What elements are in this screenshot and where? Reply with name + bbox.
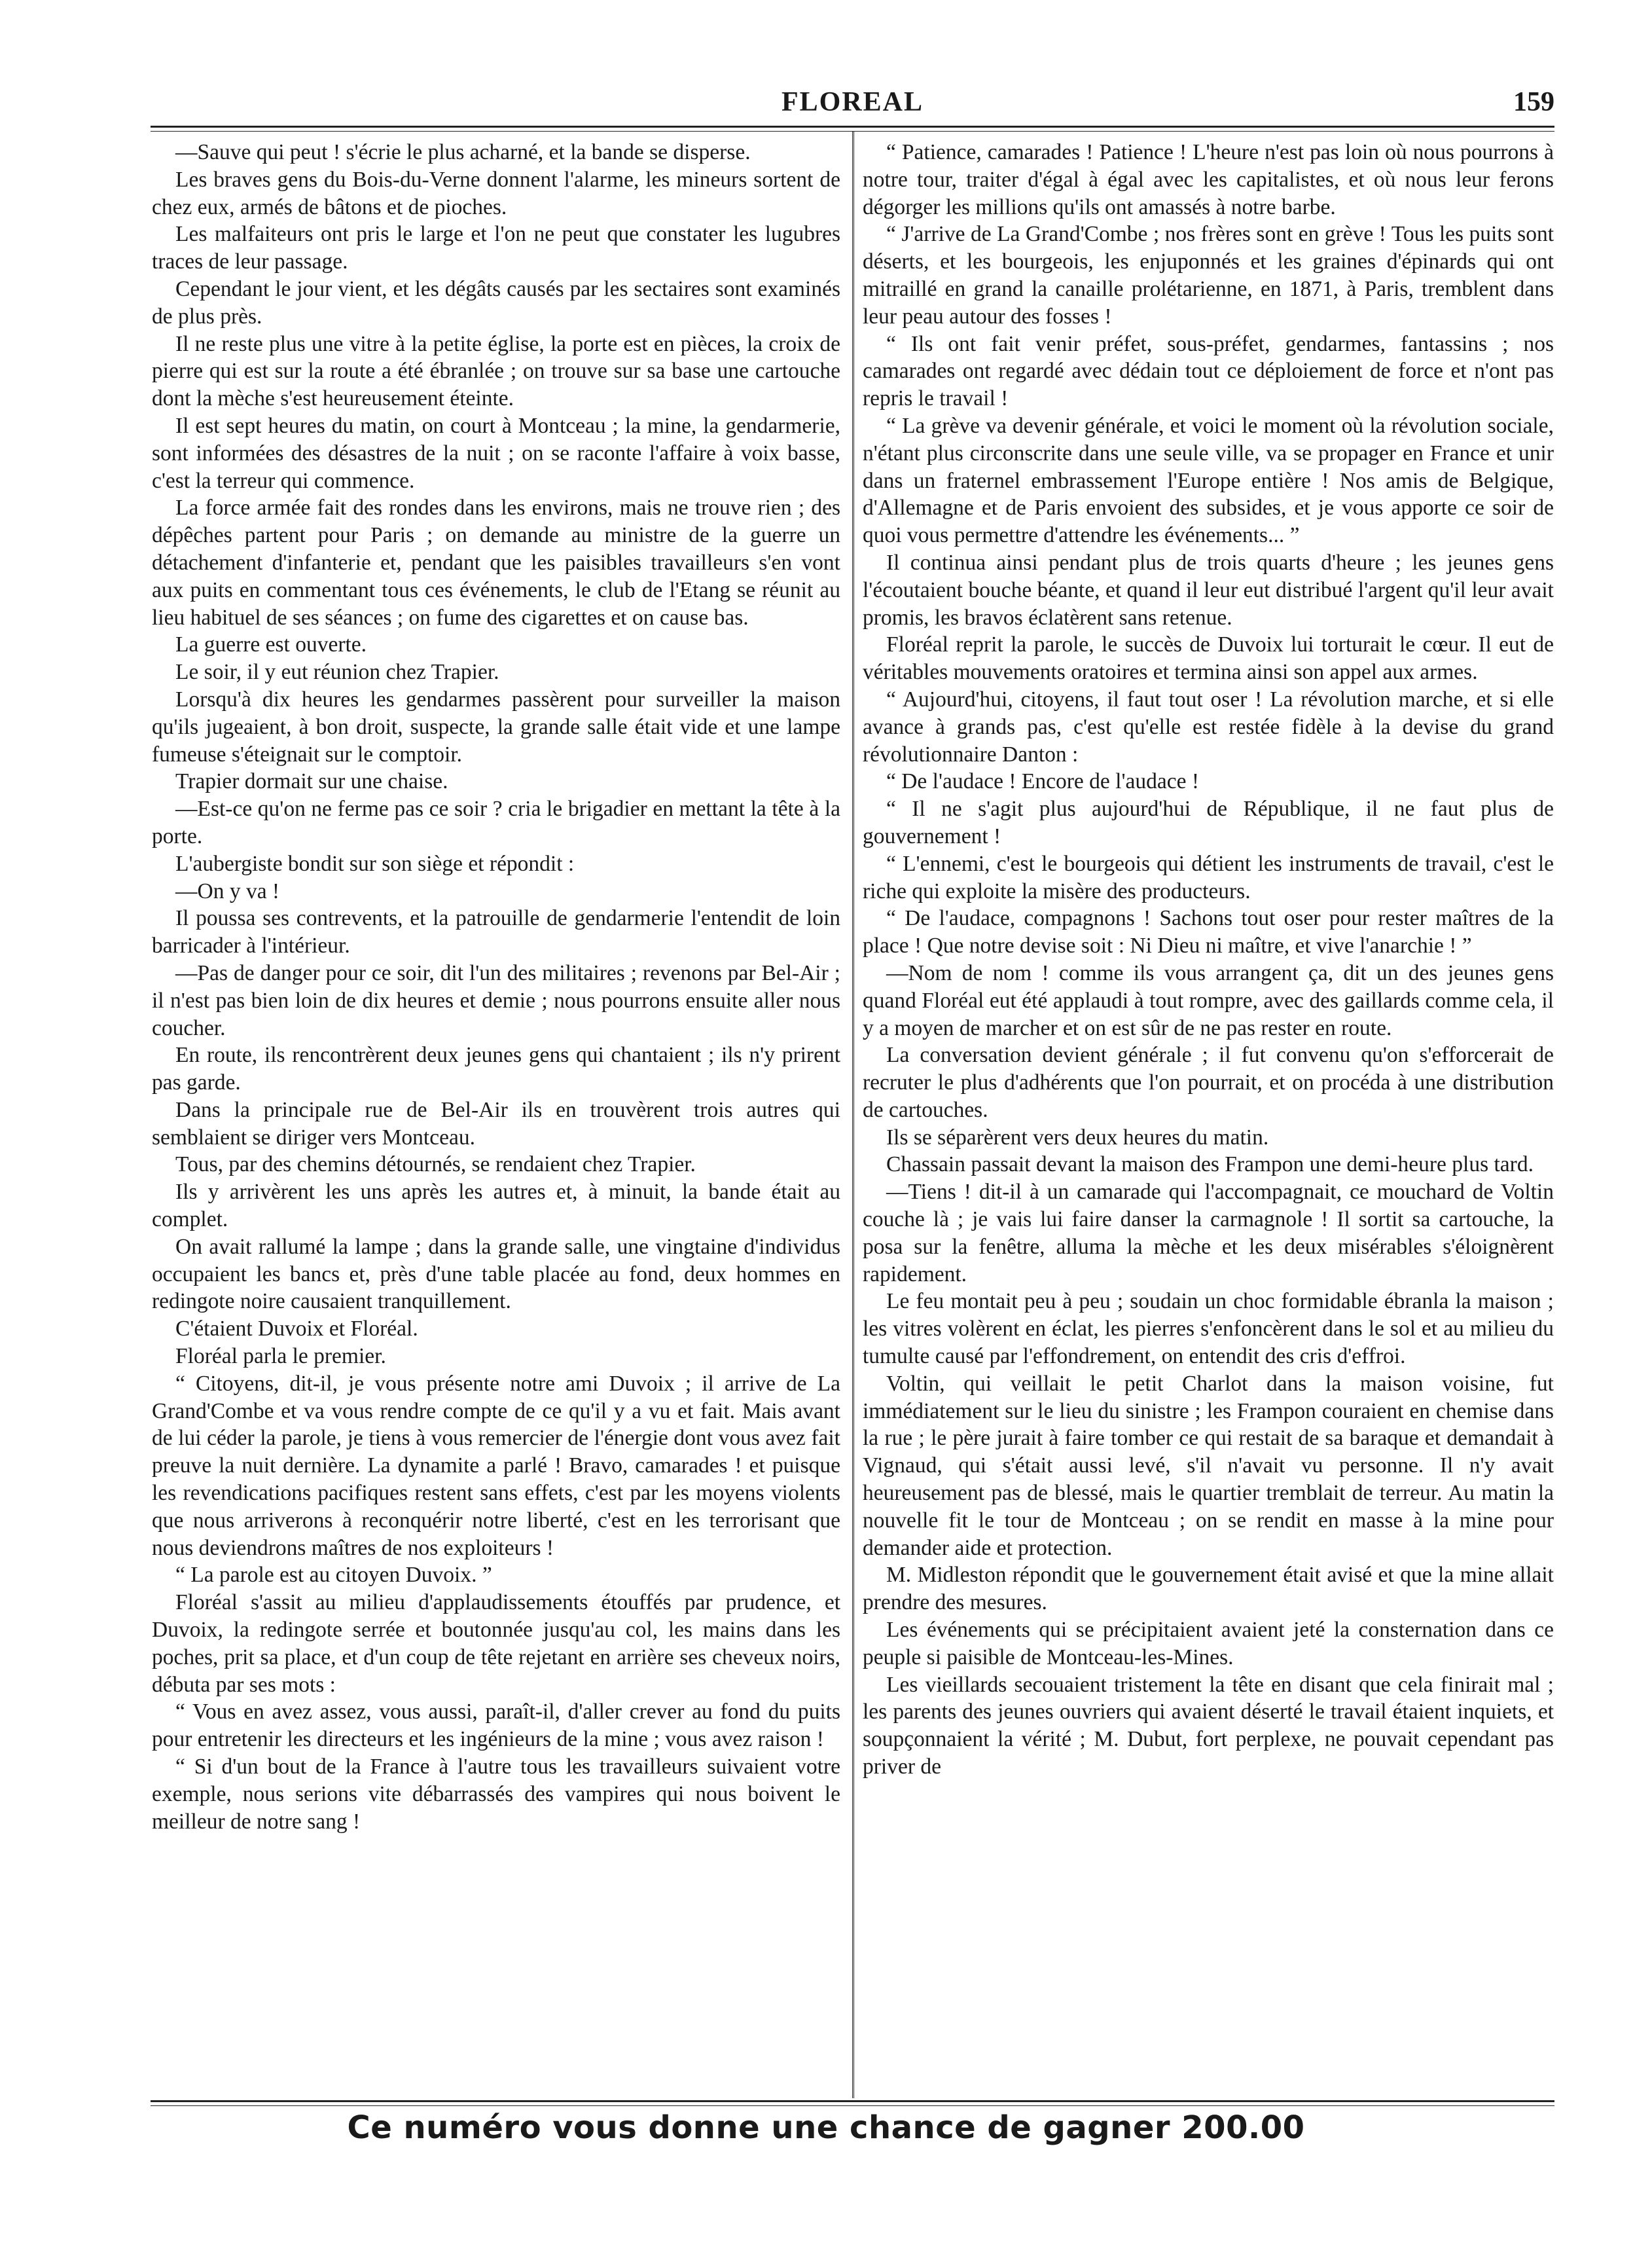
- paragraph: Le feu montait peu à peu ; soudain un choc formidable ébranla la maison ; les vitres volèrent en éclat, les pierres s'enfoncèrent dans le sol et au milieu du tumulte causé par l'effondrement, on entendit des cris d'effroi.: [863, 1289, 1554, 1369]
- paragraph: “ De l'audace, compagnons ! Sachons tout oser pour rester maîtres de la place ! Que notre devise soit : Ni Dieu ni maître, et vive l'anarchie ! ”: [863, 906, 1554, 958]
- footer-rule-thin: [151, 2105, 1554, 2106]
- paragraph: —Nom de nom ! comme ils vous arrangent ça, dit un des jeunes gens quand Floréal eut été applaudi à tout rompre, avec des gaillards comme cela, il y a moyen de marcher et on est sûr de ne pas rester en route.: [863, 960, 1554, 1040]
- paragraph: —Sauve qui peut ! s'écrie le plus acharné, et la bande se disperse.: [175, 140, 751, 164]
- paragraph: Lorsqu'à dix heures les gendarmes passèrent pour surveiller la maison qu'ils jugeaient, à bon droit, suspecte, la grande salle était vide et une lampe fumeuse s'éteignait sur le comptoir.: [152, 687, 840, 767]
- paragraph: C'étaient Duvoix et Floréal.: [175, 1317, 418, 1341]
- paragraph: En route, ils rencontrèrent deux jeunes gens qui chantaient ; ils n'y prirent pas garde.: [152, 1043, 840, 1095]
- paragraph: Voltin, qui veillait le petit Charlot dans la maison voisine, fut immédiatement sur le lieu du sinistre ; les Frampon couraient en chemise dans la rue ; le père jurait à faire tomber ce qui restait de sa baraque et demandait à Vignaud, qui s'était aussi levé, s'il n'avait vu personne. Il n'y avait heureusement pas de blessé, mais le quartier tremblait de terreur. Au matin la nouvelle fit le tour de Montceau ; on se rendit en masse à la mine pour demander aide et protection.: [863, 1371, 1554, 1560]
- paragraph: Floréal reprit la parole, le succès de Duvoix lui torturait le cœur. Il eut de véritables mouvements oratoires et termina ainsi son appel aux armes.: [863, 632, 1554, 685]
- paragraph: Il poussa ses contrevents, et la patrouille de gendarmerie l'entendit de loin barricader à l'intérieur.: [152, 906, 840, 958]
- paragraph: —Tiens ! dit-il à un camarade qui l'accompagnait, ce mouchard de Voltin couche là ; je vais lui faire danser la carmagnole ! Il sortit sa cartouche, la posa sur la fenêtre, alluma la mèche et les deux misérables s'éloignèrent rapidement.: [863, 1180, 1554, 1286]
- paragraph: Ils se séparèrent vers deux heures du matin.: [886, 1125, 1269, 1150]
- header-rule: [151, 126, 1554, 128]
- footer-rule: [151, 2100, 1554, 2102]
- paragraph: —On y va !: [175, 879, 280, 903]
- paragraph: “ Patience, camarades ! Patience ! L'heure n'est pas loin où nous pourrons à notre tour, traiter d'égal à égal avec les capitalistes, et où nous leur ferons dégorger les millions qu'ils ont amassés à notre barbe.: [863, 140, 1554, 219]
- paragraph: Tous, par des chemins détournés, se rendaient chez Trapier.: [175, 1152, 696, 1177]
- paragraph: “ Vous en avez assez, vous aussi, paraît-il, d'aller crever au fond du puits pour entretenir les directeurs et les ingénieurs de la mine ; vous avez raison !: [152, 1700, 840, 1752]
- paragraph: “ Citoyens, dit-il, je vous présente notre ami Duvoix ; il arrive de La Grand'Combe et va vous rendre compte de ce qu'il y a vu et fait. Mais avant de lui céder la parole, je tiens à vous remercier de l'énergie dont vous avez fait preuve la nuit dernière. La dynamite a parlé ! Bravo, camarades ! et puisque les revendications pacifiques restent sans effets, c'est par les moyens violents que nous arriverons à reconquérir notre liberté, c'est en les terrorisant que nous deviendrons maîtres de nos exploiteurs !: [152, 1371, 840, 1560]
- paragraph: On avait rallumé la lampe ; dans la grande salle, une vingtaine d'individus occupaient les bancs et, près d'une table placée au fond, deux hommes en redingote noire causaient tranquillement.: [152, 1234, 840, 1314]
- paragraph: Dans la principale rue de Bel-Air ils en trouvèrent trois autres qui semblaient se diriger vers Montceau.: [152, 1097, 840, 1150]
- left-column: [152, 139, 840, 2096]
- paragraph: “ L'ennemi, c'est le bourgeois qui détient les instruments de travail, c'est le riche qui exploite la misère des producteurs.: [863, 851, 1554, 903]
- paragraph: La guerre est ouverte.: [175, 632, 367, 657]
- paragraph: Cependant le jour vient, et les dégâts causés par les sectaires sont examinés de plus près.: [152, 276, 840, 329]
- page-number: 159: [1513, 87, 1554, 117]
- paragraph: Floréal parla le premier.: [175, 1344, 386, 1369]
- paragraph: Trapier dormait sur une chaise.: [175, 769, 448, 794]
- paragraph: “ Ils ont fait venir préfet, sous-préfet, gendarmes, fantassins ; nos camarades ont regardé avec dédain tout ce déploiement de force et n'ont pas repris le travail !: [863, 331, 1554, 411]
- paragraph: Il ne reste plus une vitre à la petite église, la porte est en pièces, la croix de pierre qui est sur la route a été ébranlée ; on trouve sur sa base une cartouche dont la mèche s'est heureusement éteinte.: [152, 331, 840, 411]
- running-title: FLOREAL: [781, 87, 924, 117]
- paragraph: Chassain passait devant la maison des Frampon une demi-heure plus tard.: [886, 1152, 1534, 1177]
- paragraph: L'aubergiste bondit sur son siège et répondit :: [175, 851, 575, 876]
- paragraph: Ils y arrivèrent les uns après les autres et, à minuit, la bande était au complet.: [152, 1180, 840, 1232]
- paragraph: “ Il ne s'agit plus aujourd'hui de République, il ne faut plus de gouvernement !: [863, 797, 1554, 848]
- paragraph: “ De l'audace ! Encore de l'audace !: [886, 769, 1199, 794]
- paragraph: Les malfaiteurs ont pris le large et l'on ne peut que constater les lugubres traces de leur passage.: [152, 222, 840, 274]
- paragraph: Floréal s'assit au milieu d'applaudissements étouffés par prudence, et Duvoix, la redingote serrée et boutonnée jusqu'au col, les mains dans les poches, prit sa place, et d'un coup de tête rejetant en arrière ses cheveux noirs, débuta par ses mots :: [152, 1590, 840, 1697]
- paragraph: La conversation devient générale ; il fut convenu qu'on s'efforcerait de recruter le plus d'adhérents que l'on pourrait, et on procéda à une distribution de cartouches.: [863, 1043, 1554, 1122]
- paragraph: Le soir, il y eut réunion chez Trapier.: [175, 660, 499, 685]
- page-header: [151, 86, 1554, 126]
- paragraph: —Est-ce qu'on ne ferme pas ce soir ? cria le brigadier en mettant la tête à la porte.: [152, 797, 840, 848]
- paragraph: —Pas de danger pour ce soir, dit l'un des militaires ; revenons par Bel-Air ; il n'est pas bien loin de dix heures et demie ; nous pourrons ensuite aller nous coucher.: [152, 960, 840, 1040]
- paragraph: “ Aujourd'hui, citoyens, il faut tout oser ! La révolution marche, et si elle avance à grands pas, c'est qu'elle est restée fidèle à la devise du grand révolutionnaire Danton :: [863, 687, 1554, 767]
- paragraph: “ La grève va devenir générale, et voici le moment où la révolution sociale, n'étant plus circonscrite dans une seule ville, va se propager en France et unir dans un fraternel embrassement l'Europe entière ! Nos amis de Belgique, d'Allemagne et de Paris envoient des subsides, et je vous apporte ce soir de quoi vous permettre d'attendre les événements... ”: [863, 413, 1554, 548]
- paragraph: Les vieillards secouaient tristement la tête en disant que cela finirait mal ; les parents des jeunes ouvriers qui avaient déserté le travail étaient inquiets, et soupçonnaient la vérité ; M. Dubut, fort perplexe, ne pouvait cependant pas priver de: [863, 1672, 1554, 1779]
- footer-note: Ce numéro vous donne une chance de gagner 200.00: [347, 2109, 1305, 2146]
- paragraph: “ J'arrive de La Grand'Combe ; nos frères sont en grève ! Tous les puits sont déserts, et les bourgeois, les enjuponnés et les graines d'épinards qui ont mitraillé en grand la canaille prolétarienne, en 1871, à Paris, tremblent dans leur peau autour des fosses !: [863, 222, 1554, 329]
- paragraph: “ Si d'un bout de la France à l'autre tous les travailleurs suivaient votre exemple, nous serions vite débarrassés des vampires qui nous boivent le meilleur de notre sang !: [152, 1755, 840, 1834]
- paragraph: M. Midleston répondit que le gouvernement était avisé et que la mine allait prendre des mesures.: [863, 1563, 1554, 1615]
- column-separator: [852, 131, 854, 2098]
- paragraph: Les braves gens du Bois-du-Verne donnent l'alarme, les mineurs sortent de chez eux, armés de bâtons et de pioches.: [152, 167, 840, 219]
- paragraph: “ La parole est au citoyen Duvoix. ”: [175, 1563, 492, 1588]
- right-column: [863, 139, 1554, 2096]
- paragraph: Les événements qui se précipitaient avaient jeté la consternation dans ce peuple si paisible de Montceau-les-Mines.: [863, 1618, 1554, 1669]
- paragraph: La force armée fait des rondes dans les environs, mais ne trouve rien ; des dépêches partent pour Paris ; on demande au ministre de la guerre un détachement d'infanterie et, pendant que les paisibles travailleurs s'en vont aux puits en commentant tous ces événements, le club de l'Etang se réunit au lieu habituel de ses séances ; on fume des cigarettes et on cause bas.: [152, 496, 840, 630]
- paragraph: Il est sept heures du matin, on court à Montceau ; la mine, la gendarmerie, sont informées des désastres de la nuit ; on se raconte l'affaire à voix basse, c'est la terreur qui commence.: [152, 413, 840, 493]
- paragraph: Il continua ainsi pendant plus de trois quarts d'heure ; les jeunes gens l'écoutaient bouche béante, et quand il leur eut distribué l'argent qu'il leur avait promis, les bravos éclatèrent sans retenue.: [863, 550, 1554, 630]
